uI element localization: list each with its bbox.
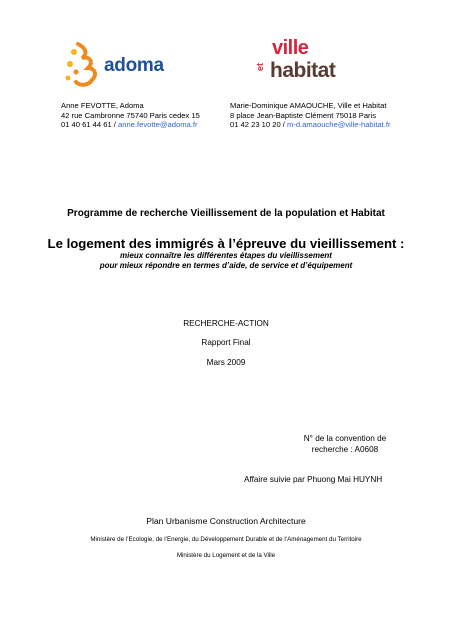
subtitle-line-1: mieux connaître les différentes étapes du vieillissement xyxy=(120,251,332,260)
ville-habitat-logo-ville: ville xyxy=(272,37,309,59)
page-subtitle xyxy=(0,251,452,270)
convention-line-2: recherche : A0608 xyxy=(311,444,379,454)
adoma-logo xyxy=(64,42,174,88)
contact-address: 8 place Jean-Baptiste Clément 75018 Paris xyxy=(230,110,377,120)
report-kind: Rapport Final xyxy=(201,338,251,347)
contact-name: Anne FEVOTTE, Adoma xyxy=(61,101,144,110)
contact-phone-email xyxy=(61,120,200,130)
contact-adoma xyxy=(61,101,200,130)
programme-heading: Programme de recherche Vieillissement de la population et Habitat xyxy=(67,208,385,219)
subtitle-line-2: pour mieux répondre en termes d’aide, de service et d’équipement xyxy=(99,260,353,270)
ministry-logement: Ministère du Logement et de la Ville xyxy=(176,552,276,559)
affaire-suivie: Affaire suivie par Phuong Mai HUYNH xyxy=(244,475,383,484)
ville-habitat-logo xyxy=(252,37,342,86)
adoma-logo-text: adoma xyxy=(104,55,164,76)
adoma-flame-icon xyxy=(64,42,104,88)
convention-line-1: N° de la convention de xyxy=(303,434,387,443)
report-date: Mars 2009 xyxy=(206,358,246,367)
contact-email-link[interactable]: anne.fevotte@adoma.fr xyxy=(118,120,198,130)
contact-ville-habitat xyxy=(230,101,391,130)
report-type: RECHERCHE-ACTION xyxy=(183,319,269,328)
contact-phone-email xyxy=(230,120,391,130)
convention-number xyxy=(280,434,410,455)
ville-habitat-logo-habitat: habitat xyxy=(270,59,336,82)
page-title: Le logement des immigrés à l’épreuve du vieillissement : xyxy=(47,236,405,251)
contact-phone: 01 40 61 44 61 / xyxy=(61,120,119,130)
ministry-ecologie: Ministère de l’Ecologie, de l’Energie, du Développement Durable et de l’Aménagement du Territoire xyxy=(90,536,362,543)
contact-phone: 01 42 23 10 20 / xyxy=(230,120,288,130)
puca-label: Plan Urbanisme Construction Architecture xyxy=(146,516,306,526)
contact-email-link[interactable]: m-d.amaouche@ville-habitat.fr xyxy=(287,120,391,130)
ville-habitat-logo-et: et xyxy=(255,62,266,72)
contact-address: 42 rue Cambronne 75740 Paris cedex 15 xyxy=(61,110,200,120)
contact-name: Marie-Dominique AMAOUCHE, Ville et Habitat xyxy=(230,101,387,110)
